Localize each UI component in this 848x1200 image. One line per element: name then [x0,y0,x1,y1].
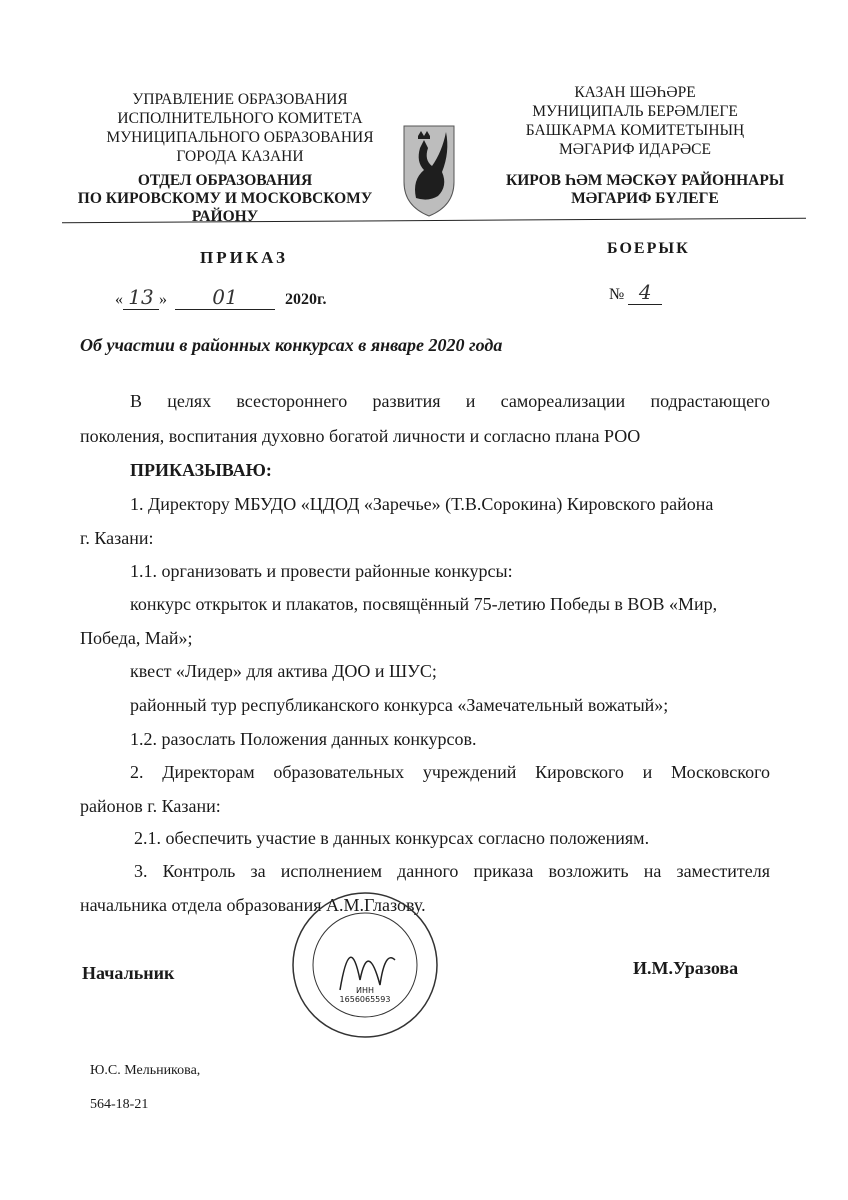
kazan-emblem-icon [402,122,456,218]
executor-name: Ю.С. Мельникова, [90,1063,201,1078]
stamp-inn: ИНН 1656065593 [339,986,391,1004]
body-line: 2. Директорам образовательных учреждений Кировского и Московского [130,762,770,782]
body-line: Победа, Май»; [80,628,193,648]
header-right-line: МУНИЦИПАЛЬ БЕРӘМЛЕГЕ [532,103,738,120]
body-line: конкурс открыток и плакатов, посвящённый 75-летию Победы в ВОВ «Мир, [130,594,718,614]
body-line: поколения, воспитания духовно богатой личности и согласно плана РОО [80,426,641,446]
date-day: 13 [123,285,159,310]
department-left [60,172,390,226]
date-year: 2020г. [285,291,327,308]
order-title: ПРИКАЗ [200,248,288,267]
department-line: РАЙОНУ [191,208,259,225]
header-right-line: КАЗАН ШӘҺӘРЕ [574,84,696,101]
body-line: районов г. Казани: [80,796,221,816]
body-line: 1.1. организовать и провести районные конкурсы: [130,561,513,581]
body-line: 3. Контроль за исполнением данного приказа возложить на заместителя [134,861,770,881]
body-line: г. Казани: [80,528,154,548]
order-subject: Об участии в районных конкурсах в январе 2020 года [80,335,503,355]
executor-phone: 564-18-21 [90,1097,149,1112]
number-label: № [609,286,625,303]
number-value: 4 [628,280,662,305]
department-line: МӘГАРИФ БҮЛЕГЕ [571,190,719,207]
department-right [490,172,800,208]
header-left [90,90,390,166]
order-title-tatar: БОЕРЫК [607,240,690,257]
header-left-line: УПРАВЛЕНИЕ ОБРАЗОВАНИЯ [132,91,348,108]
header-left-line: ИСПОЛНИТЕЛЬНОГО КОМИТЕТА [117,110,363,127]
order-date: « 13 » 01 2020г. [115,285,327,309]
body-line: районный тур республиканского конкурса «Замечательный вожатый»; [130,695,669,715]
signature-name: И.М.Уразова [633,958,739,978]
body-line: 2.1. обеспечить участие в данных конкурсах согласно положениям. [134,828,650,848]
department-line: КИРОВ ҺӘМ МӘСКӘҮ РАЙОННАРЫ [505,172,785,189]
department-line: ПО КИРОВСКОМУ И МОСКОВСКОМУ [77,190,373,207]
department-line: ОТДЕЛ ОБРАЗОВАНИЯ [137,172,313,189]
header-right-line: БАШКАРМА КОМИТЕТЫНЫҢ [525,122,745,139]
body-line: В целях всестороннего развития и самореализации подрастающего [130,391,770,411]
header-left-line: МУНИЦИПАЛЬНОГО ОБРАЗОВАНИЯ [106,129,374,146]
body-line: 1.2. разослать Положения данных конкурсов. [130,729,477,749]
body-line: начальника отдела образования А.М.Глазову. [80,895,426,915]
body-line: квест «Лидер» для актива ДОО и ШУС; [130,661,437,681]
header-right-line: МӘГАРИФ ИДАРӘСЕ [559,141,711,158]
header-right [500,83,770,159]
official-stamp [290,890,440,1040]
body-line: 1. Директору МБУДО «ЦДОД «Заречье» (Т.В.Сорокина) Кировского района [130,494,714,514]
header-left-line: ГОРОДА КАЗАНИ [176,148,304,165]
order-number [609,280,662,305]
signature-position: Начальник [82,963,175,983]
date-month: 01 [175,285,275,310]
order-directive: ПРИКАЗЫВАЮ: [130,460,272,480]
